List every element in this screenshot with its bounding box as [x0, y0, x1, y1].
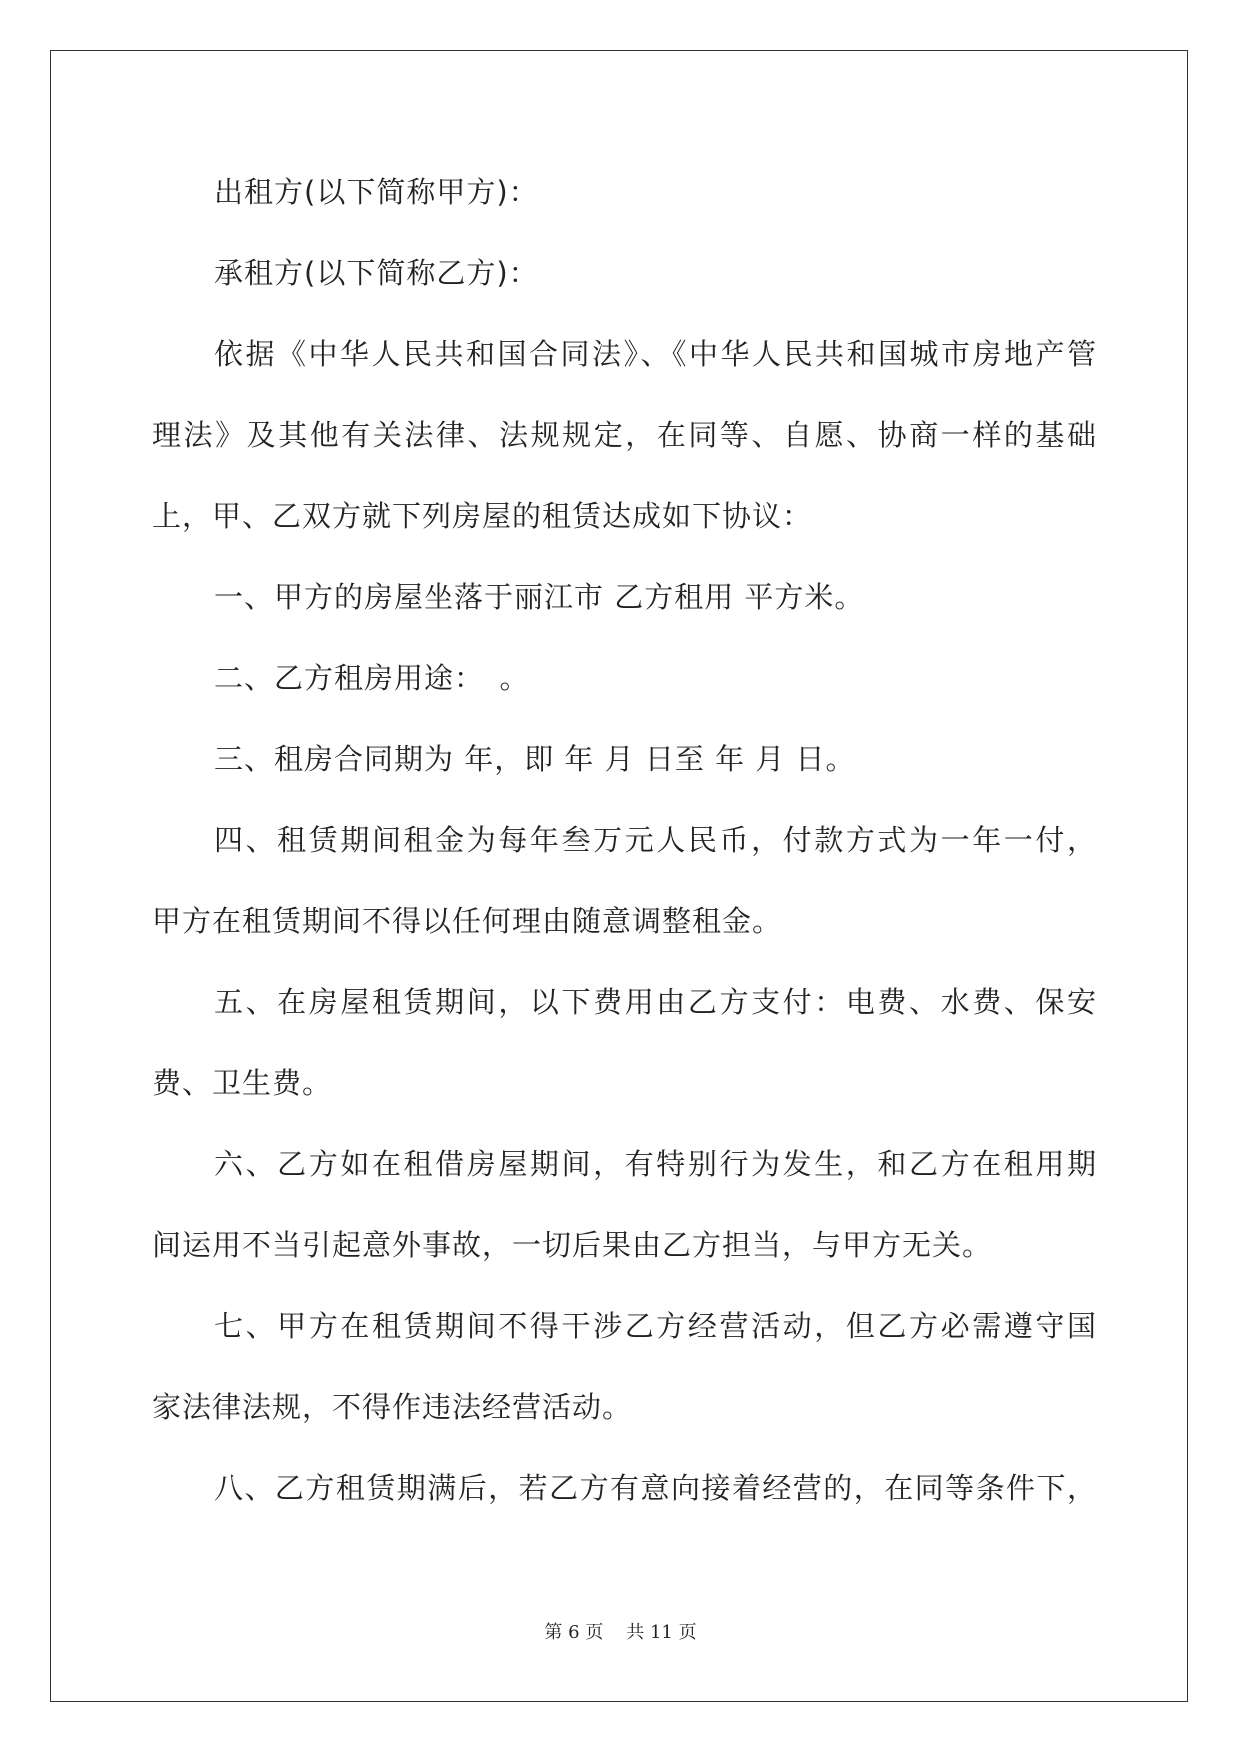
lessee-line: 承租方(以下简称乙方)： — [214, 256, 539, 290]
page-footer — [0, 1618, 1241, 1644]
clause-6-line-2: 间运用不当引起意外事故，一切后果由乙方担当，与甲方无关。 — [152, 1228, 993, 1262]
clause-5-line-2: 费、卫生费。 — [152, 1066, 333, 1100]
clause-4-line-2: 甲方在租赁期间不得以任何理由随意调整租金。 — [152, 904, 783, 938]
page-number: 第 6 页 — [544, 1622, 604, 1643]
preamble-line-3: 上，甲、乙双方就下列房屋的租赁达成如下协议： — [152, 499, 813, 533]
clause-1: 一、甲方的房屋坐落于丽江市 乙方租用 平方米。 — [214, 580, 865, 614]
clause-8-line-1: 八、乙方租赁期满后，若乙方有意向接着经营的，在同等条件下， — [214, 1471, 1097, 1505]
clause-3: 三、租房合同期为 年，即 年 月 日至 年 月 日。 — [214, 742, 856, 776]
clause-7-line-2: 家法律法规，不得作违法经营活动。 — [152, 1390, 633, 1424]
preamble-line-2: 理法》及其他有关法律、法规规定，在同等、自愿、协商一样的基础 — [152, 418, 1097, 452]
clause-7-line-1: 七、甲方在租赁期间不得干涉乙方经营活动，但乙方必需遵守国 — [214, 1309, 1097, 1343]
clause-6-line-1: 六、乙方如在租借房屋期间，有特别行为发生，和乙方在租用期 — [214, 1147, 1097, 1181]
page-total: 共 11 页 — [626, 1622, 697, 1643]
clause-4-line-1: 四、租赁期间租金为每年叁万元人民币，付款方式为一年一付， — [214, 823, 1097, 857]
lessor-line: 出租方(以下简称甲方)： — [214, 175, 539, 209]
clause-5-line-1: 五、在房屋租赁期间，以下费用由乙方支付：电费、水费、保安 — [214, 985, 1097, 1019]
document-body — [152, 170, 1097, 1547]
clause-2: 二、乙方租房用途： 。 — [214, 661, 530, 695]
preamble-line-1: 依据《中华人民共和国合同法》、《中华人民共和国城市房地产管 — [214, 337, 1097, 371]
